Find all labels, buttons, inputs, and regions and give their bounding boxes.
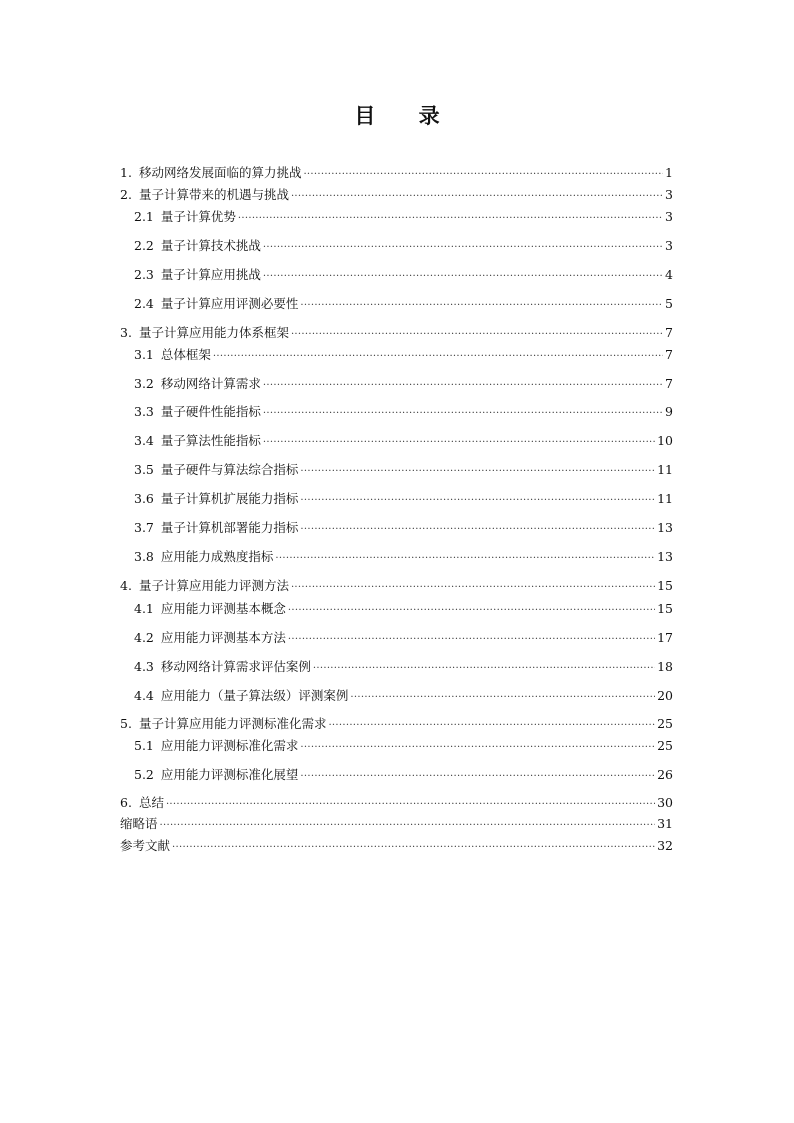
toc-entry-page: 17 (657, 630, 673, 645)
toc-entry-number: 3.1 (134, 347, 154, 362)
toc-entry-page: 15 (657, 578, 673, 593)
toc-entry-label: 应用能力评测标准化需求 (160, 738, 299, 753)
toc-entry[interactable] (134, 763, 673, 783)
toc-entry-label: 移动网络计算需求 (160, 376, 261, 391)
toc-entry-number: 4.1 (134, 601, 154, 616)
toc-entry-number: 3.4 (134, 433, 154, 448)
toc-entry[interactable] (134, 626, 673, 646)
toc-entry[interactable] (120, 183, 673, 203)
toc-leader-dots (300, 519, 655, 535)
toc-entry-number: 3.7 (134, 520, 154, 535)
toc-leader-dots (160, 815, 656, 831)
toc-entry-page: 9 (665, 404, 673, 419)
toc-entry-page: 1 (665, 165, 673, 180)
toc-leader-dots (288, 629, 655, 645)
toc-leader-dots (275, 548, 655, 564)
toc-entry-page: 25 (657, 738, 673, 753)
toc-entry-page: 25 (657, 716, 673, 731)
toc-entry-number: 4. (120, 578, 132, 593)
toc-leader-dots (313, 658, 655, 674)
toc-entry-label: 量子计算技术挑战 (160, 238, 261, 253)
toc-entry[interactable] (120, 161, 673, 181)
toc-entry-number: 5.2 (134, 767, 154, 782)
toc-entry-number: 1. (120, 165, 132, 180)
toc-entry-label: 量子计算优势 (160, 209, 236, 224)
toc-leader-dots (288, 600, 655, 616)
toc-entry[interactable] (134, 458, 673, 478)
toc-entry[interactable] (134, 516, 673, 536)
toc-leader-dots (350, 687, 655, 703)
toc-entry-label: 总体框架 (160, 347, 211, 362)
toc-entry-number: 2.4 (134, 296, 154, 311)
toc-entry[interactable] (120, 712, 673, 732)
toc-leader-dots (172, 837, 655, 853)
toc-entry-label: 应用能力评测基本概念 (160, 601, 286, 616)
toc-entry-page: 3 (665, 187, 673, 202)
toc-entry-page: 11 (657, 491, 673, 506)
toc-entry[interactable] (120, 321, 673, 341)
toc-leader-dots (291, 324, 663, 340)
toc-entry[interactable] (120, 791, 673, 811)
toc-entry-label: 应用能力评测标准化展望 (160, 767, 299, 782)
toc-entry[interactable] (134, 429, 673, 449)
toc-entry-number: 4.4 (134, 688, 154, 703)
toc-entry-label: 量子计算应用能力体系框架 (138, 325, 289, 340)
toc-entry-page: 15 (657, 601, 673, 616)
toc-entry-label: 量子硬件与算法综合指标 (160, 462, 299, 477)
toc-entry-page: 3 (665, 209, 673, 224)
toc-entry-page: 5 (665, 296, 673, 311)
toc-entry[interactable] (134, 684, 673, 704)
toc-entry[interactable] (120, 812, 673, 832)
toc-leader-dots (300, 295, 663, 311)
toc-leader-dots (328, 715, 655, 731)
toc-entry-label: 移动网络发展面临的算力挑战 (138, 165, 302, 180)
toc-entry-page: 3 (665, 238, 673, 253)
toc-entry-page: 7 (665, 347, 673, 362)
toc-entry-label: 量子计算应用能力评测标准化需求 (138, 716, 327, 731)
toc-entry-label: 量子算法性能指标 (160, 433, 261, 448)
toc-entry-page: 31 (657, 816, 673, 831)
toc-leader-dots (300, 461, 655, 477)
toc-entry-label: 量子计算带来的机遇与挑战 (138, 187, 289, 202)
toc-entry[interactable] (134, 597, 673, 617)
toc-entry[interactable] (134, 400, 673, 420)
toc-entry-number: 3.6 (134, 491, 154, 506)
toc-entry[interactable] (134, 234, 673, 254)
toc-entry-page: 13 (657, 520, 673, 535)
toc-entry-label: 量子计算应用挑战 (160, 267, 261, 282)
toc-entry[interactable] (120, 834, 673, 854)
toc-entry-page: 32 (657, 838, 673, 853)
toc-title: 目 录 (354, 104, 458, 128)
toc-entry-number: 3.5 (134, 462, 154, 477)
toc-entry-label: 应用能力（量子算法级）评测案例 (160, 688, 349, 703)
toc-leader-dots (263, 375, 663, 391)
toc-entry-number: 2.3 (134, 267, 154, 282)
toc-entry[interactable] (134, 205, 673, 225)
toc-entry-page: 7 (665, 376, 673, 391)
toc-leader-dots (213, 346, 663, 362)
toc-entry-label: 移动网络计算需求评估案例 (160, 659, 311, 674)
toc-entry-page: 30 (657, 795, 673, 810)
toc-entry-page: 18 (657, 659, 673, 674)
toc-entry-number: 3.2 (134, 376, 154, 391)
toc-entry[interactable] (134, 545, 673, 565)
toc-entry-number: 5.1 (134, 738, 154, 753)
toc-entry-page: 10 (657, 433, 673, 448)
toc-leader-dots (263, 403, 663, 419)
toc-entry-number: 2.2 (134, 238, 154, 253)
toc-entry-page: 7 (665, 325, 673, 340)
toc-entry[interactable] (134, 292, 673, 312)
toc-leader-dots (291, 577, 655, 593)
toc-leader-dots (263, 432, 655, 448)
toc-leader-dots (291, 186, 663, 202)
toc-entry-number: 3.3 (134, 404, 154, 419)
toc-entry-label: 量子计算应用能力评测方法 (138, 578, 289, 593)
toc-entry[interactable] (134, 487, 673, 507)
toc-entry-number: 2. (120, 187, 132, 202)
toc-entry-label: 量子计算机扩展能力指标 (160, 491, 299, 506)
toc-entry-page: 20 (657, 688, 673, 703)
toc-leader-dots (166, 794, 655, 810)
toc-leader-dots (303, 164, 663, 180)
toc-entry-number: 2.1 (134, 209, 154, 224)
toc-entry[interactable] (134, 263, 673, 283)
toc-entry-label: 缩略语 (120, 816, 158, 831)
toc-entry-label: 参考文献 (120, 838, 171, 853)
toc-leader-dots (300, 490, 655, 506)
toc-entry-number: 3.8 (134, 549, 154, 564)
toc-leader-dots (238, 208, 663, 224)
toc-entry-number: 3. (120, 325, 132, 340)
toc-entry-label: 应用能力成熟度指标 (160, 549, 274, 564)
toc-leader-dots (263, 237, 663, 253)
toc-entry[interactable] (134, 655, 673, 675)
toc-entry-page: 13 (657, 549, 673, 564)
toc-entry-number: 6. (120, 795, 132, 810)
toc-entry-page: 26 (657, 767, 673, 782)
toc-entry[interactable] (120, 574, 673, 594)
toc-entry-label: 量子硬件性能指标 (160, 404, 261, 419)
toc-entry-page: 4 (665, 267, 673, 282)
toc-entry-label: 应用能力评测基本方法 (160, 630, 286, 645)
toc-entry-page: 11 (657, 462, 673, 477)
toc-entry-number: 5. (120, 716, 132, 731)
toc-entry[interactable] (134, 372, 673, 392)
toc-leader-dots (263, 266, 663, 282)
toc-leader-dots (300, 766, 655, 782)
toc-leader-dots (300, 737, 655, 753)
toc-entry[interactable] (134, 734, 673, 754)
toc-entry-label: 总结 (138, 795, 164, 810)
toc-entry-number: 4.3 (134, 659, 154, 674)
toc-entry-label: 量子计算应用评测必要性 (160, 296, 299, 311)
toc-entry[interactable] (134, 343, 673, 363)
toc-entry-label: 量子计算机部署能力指标 (160, 520, 299, 535)
toc-entry-number: 4.2 (134, 630, 154, 645)
